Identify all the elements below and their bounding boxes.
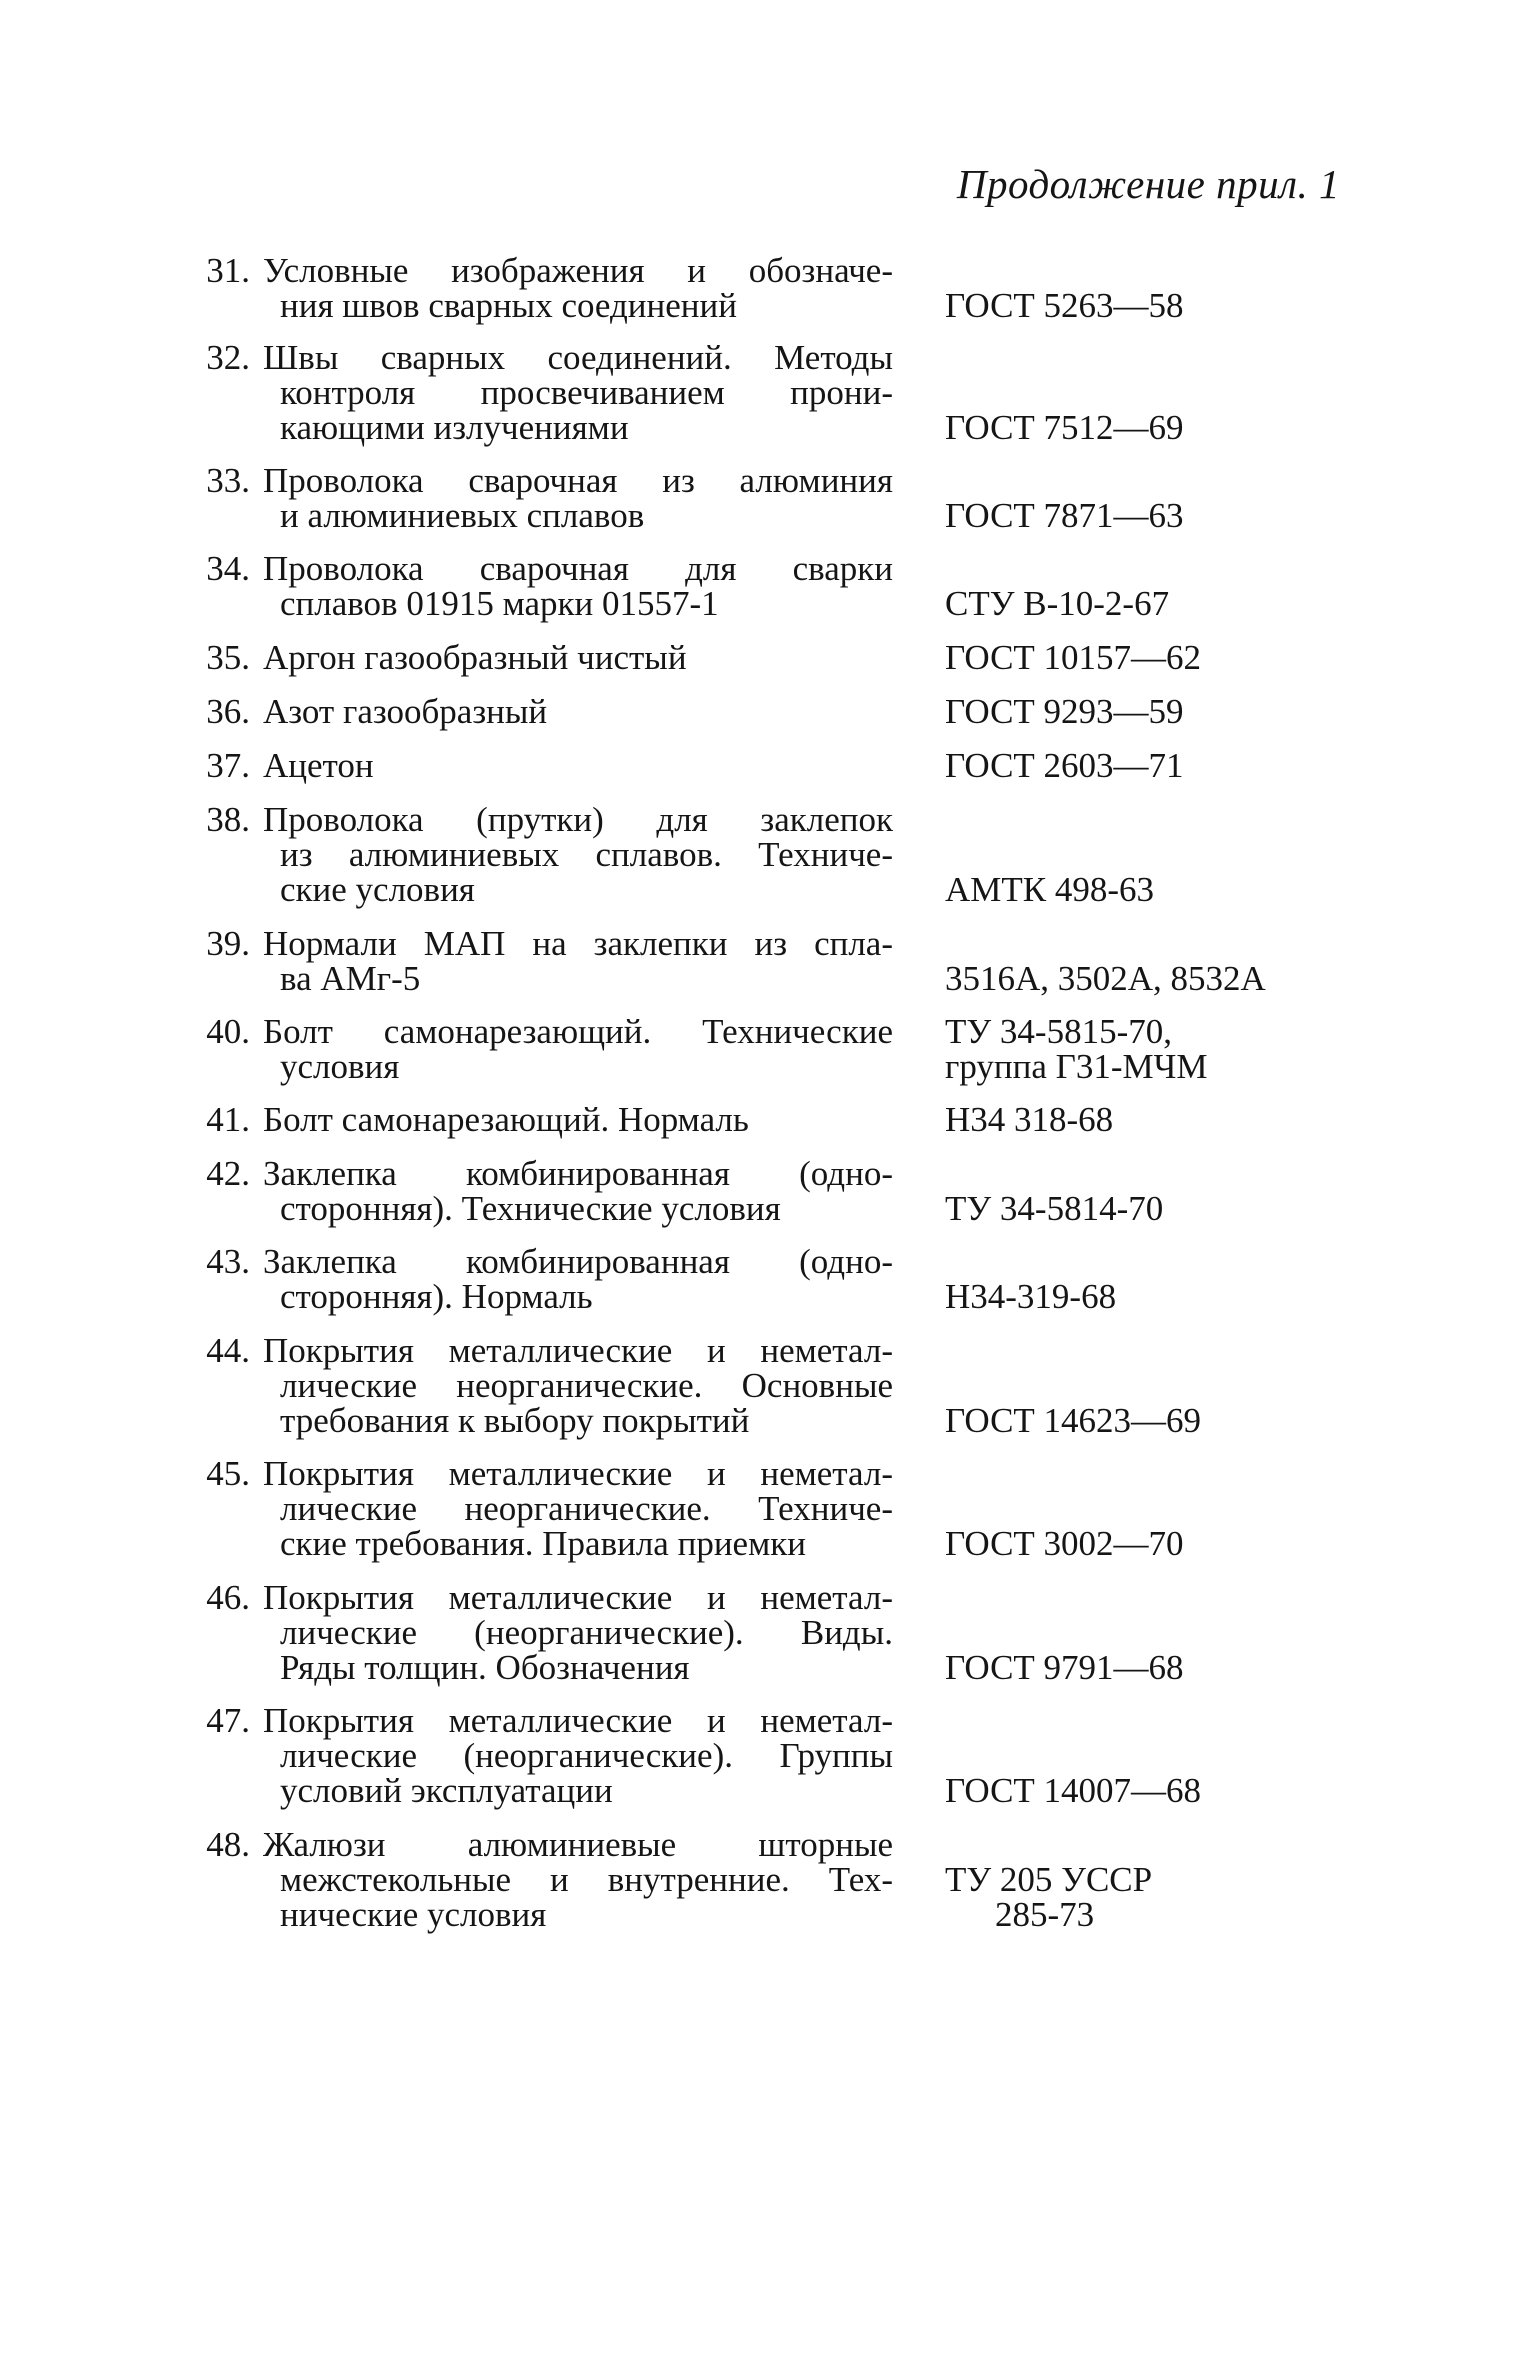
reference-line: АМТК 498-63	[945, 870, 1155, 909]
reference-line: ГОСТ 5263—58	[945, 286, 1184, 325]
description-line: Покрытия металлические и неметал-	[263, 1331, 893, 1370]
item-number: 31.	[206, 251, 250, 290]
description-line: Болт самонарезающий. Нормаль	[263, 1100, 749, 1139]
reference-line: ГОСТ 7871—63	[945, 496, 1184, 535]
description-line: контроля просвечиванием прони-	[280, 373, 893, 412]
item-number: 39.	[206, 924, 250, 963]
item-number: 45.	[206, 1454, 250, 1493]
description-line: Аргон газообразный чистый	[263, 638, 687, 677]
item-number: 40.	[206, 1012, 250, 1051]
description-line: условий эксплуатации	[280, 1771, 613, 1810]
description-line: ния швов сварных соединений	[280, 286, 737, 325]
reference-line: 285-73	[995, 1895, 1095, 1934]
reference-line: ТУ 205 УССР	[945, 1860, 1153, 1899]
reference-line: Н34 318-68	[945, 1100, 1114, 1139]
description-line: Заклепка комбинированная (одно-	[263, 1154, 893, 1193]
description-line: сторонняя). Технические условия	[280, 1189, 781, 1228]
description-line: Швы сварных соединений. Методы	[263, 338, 893, 377]
description-line: Нормали МАП на заклепки из спла-	[263, 924, 893, 963]
description-line: Заклепка комбинированная (одно-	[263, 1242, 893, 1281]
reference-line: ГОСТ 3002—70	[945, 1524, 1184, 1563]
reference-line: ТУ 34-5814-70	[945, 1189, 1164, 1228]
item-number: 46.	[206, 1578, 250, 1617]
item-number: 47.	[206, 1701, 250, 1740]
description-line: лические неорганические. Основные	[280, 1366, 893, 1405]
description-line: и алюминиевых сплавов	[280, 496, 645, 535]
description-line: ва АМг-5	[280, 959, 421, 998]
reference-line: ГОСТ 14007—68	[945, 1771, 1202, 1810]
item-number: 41.	[206, 1100, 250, 1139]
description-line: лические (неорганические). Группы	[280, 1736, 893, 1775]
item-number: 32.	[206, 338, 250, 377]
description-line: Проволока сварочная из алюминия	[263, 461, 893, 500]
description-line: из алюминиевых сплавов. Техниче-	[280, 835, 893, 874]
description-line: Азот газообразный	[263, 692, 548, 731]
item-number: 48.	[206, 1825, 250, 1864]
description-line: кающими излучениями	[280, 408, 629, 447]
item-number: 37.	[206, 746, 250, 785]
item-number: 33.	[206, 461, 250, 500]
reference-line: СТУ В-10-2-67	[945, 584, 1170, 623]
reference-line: ГОСТ 14623—69	[945, 1401, 1202, 1440]
description-line: Болт самонарезающий. Технические	[263, 1012, 893, 1051]
description-line: сплавов 01915 марки 01557-1	[280, 584, 719, 623]
item-number: 34.	[206, 549, 250, 588]
reference-line: ТУ 34-5815-70,	[945, 1012, 1172, 1051]
description-line: Проволока сварочная для сварки	[263, 549, 893, 588]
description-line: Жалюзи алюминиевые шторные	[263, 1825, 893, 1864]
reference-line: ГОСТ 9293—59	[945, 692, 1184, 731]
reference-line: 3516А, 3502А, 8532А	[945, 959, 1266, 998]
description-line: ские требования. Правила приемки	[280, 1524, 806, 1563]
item-number: 42.	[206, 1154, 250, 1193]
item-number: 36.	[206, 692, 250, 731]
reference-line: ГОСТ 10157—62	[945, 638, 1202, 677]
description-line: Ацетон	[263, 746, 374, 785]
description-line: межстекольные и внутренние. Тех-	[280, 1860, 893, 1899]
description-line: сторонняя). Нормаль	[280, 1277, 593, 1316]
description-line: требования к выбору покрытий	[280, 1401, 750, 1440]
reference-line: ГОСТ 2603—71	[945, 746, 1184, 785]
description-line: лические неорганические. Техниче-	[280, 1489, 893, 1528]
description-line: Покрытия металлические и неметал-	[263, 1701, 893, 1740]
page-header: Продолжение прил. 1	[956, 161, 1340, 207]
item-number: 43.	[206, 1242, 250, 1281]
description-line: Проволока (прутки) для заклепок	[263, 800, 893, 839]
reference-line: ГОСТ 7512—69	[945, 408, 1184, 447]
description-line: условия	[280, 1047, 400, 1086]
item-number: 44.	[206, 1331, 250, 1370]
reference-line: ГОСТ 9791—68	[945, 1648, 1184, 1687]
reference-line: Н34-319-68	[945, 1277, 1117, 1316]
reference-line: группа Г31-МЧМ	[945, 1047, 1208, 1086]
description-line: Ряды толщин. Обозначения	[280, 1648, 690, 1687]
description-line: нические условия	[280, 1895, 547, 1934]
item-number: 35.	[206, 638, 250, 677]
description-line: Покрытия металлические и неметал-	[263, 1454, 893, 1493]
description-line: Покрытия металлические и неметал-	[263, 1578, 893, 1617]
item-number: 38.	[206, 800, 250, 839]
description-line: ские условия	[280, 870, 475, 909]
description-line: лические (неорганические). Виды.	[280, 1613, 893, 1652]
description-line: Условные изображения и обозначе-	[263, 251, 893, 290]
